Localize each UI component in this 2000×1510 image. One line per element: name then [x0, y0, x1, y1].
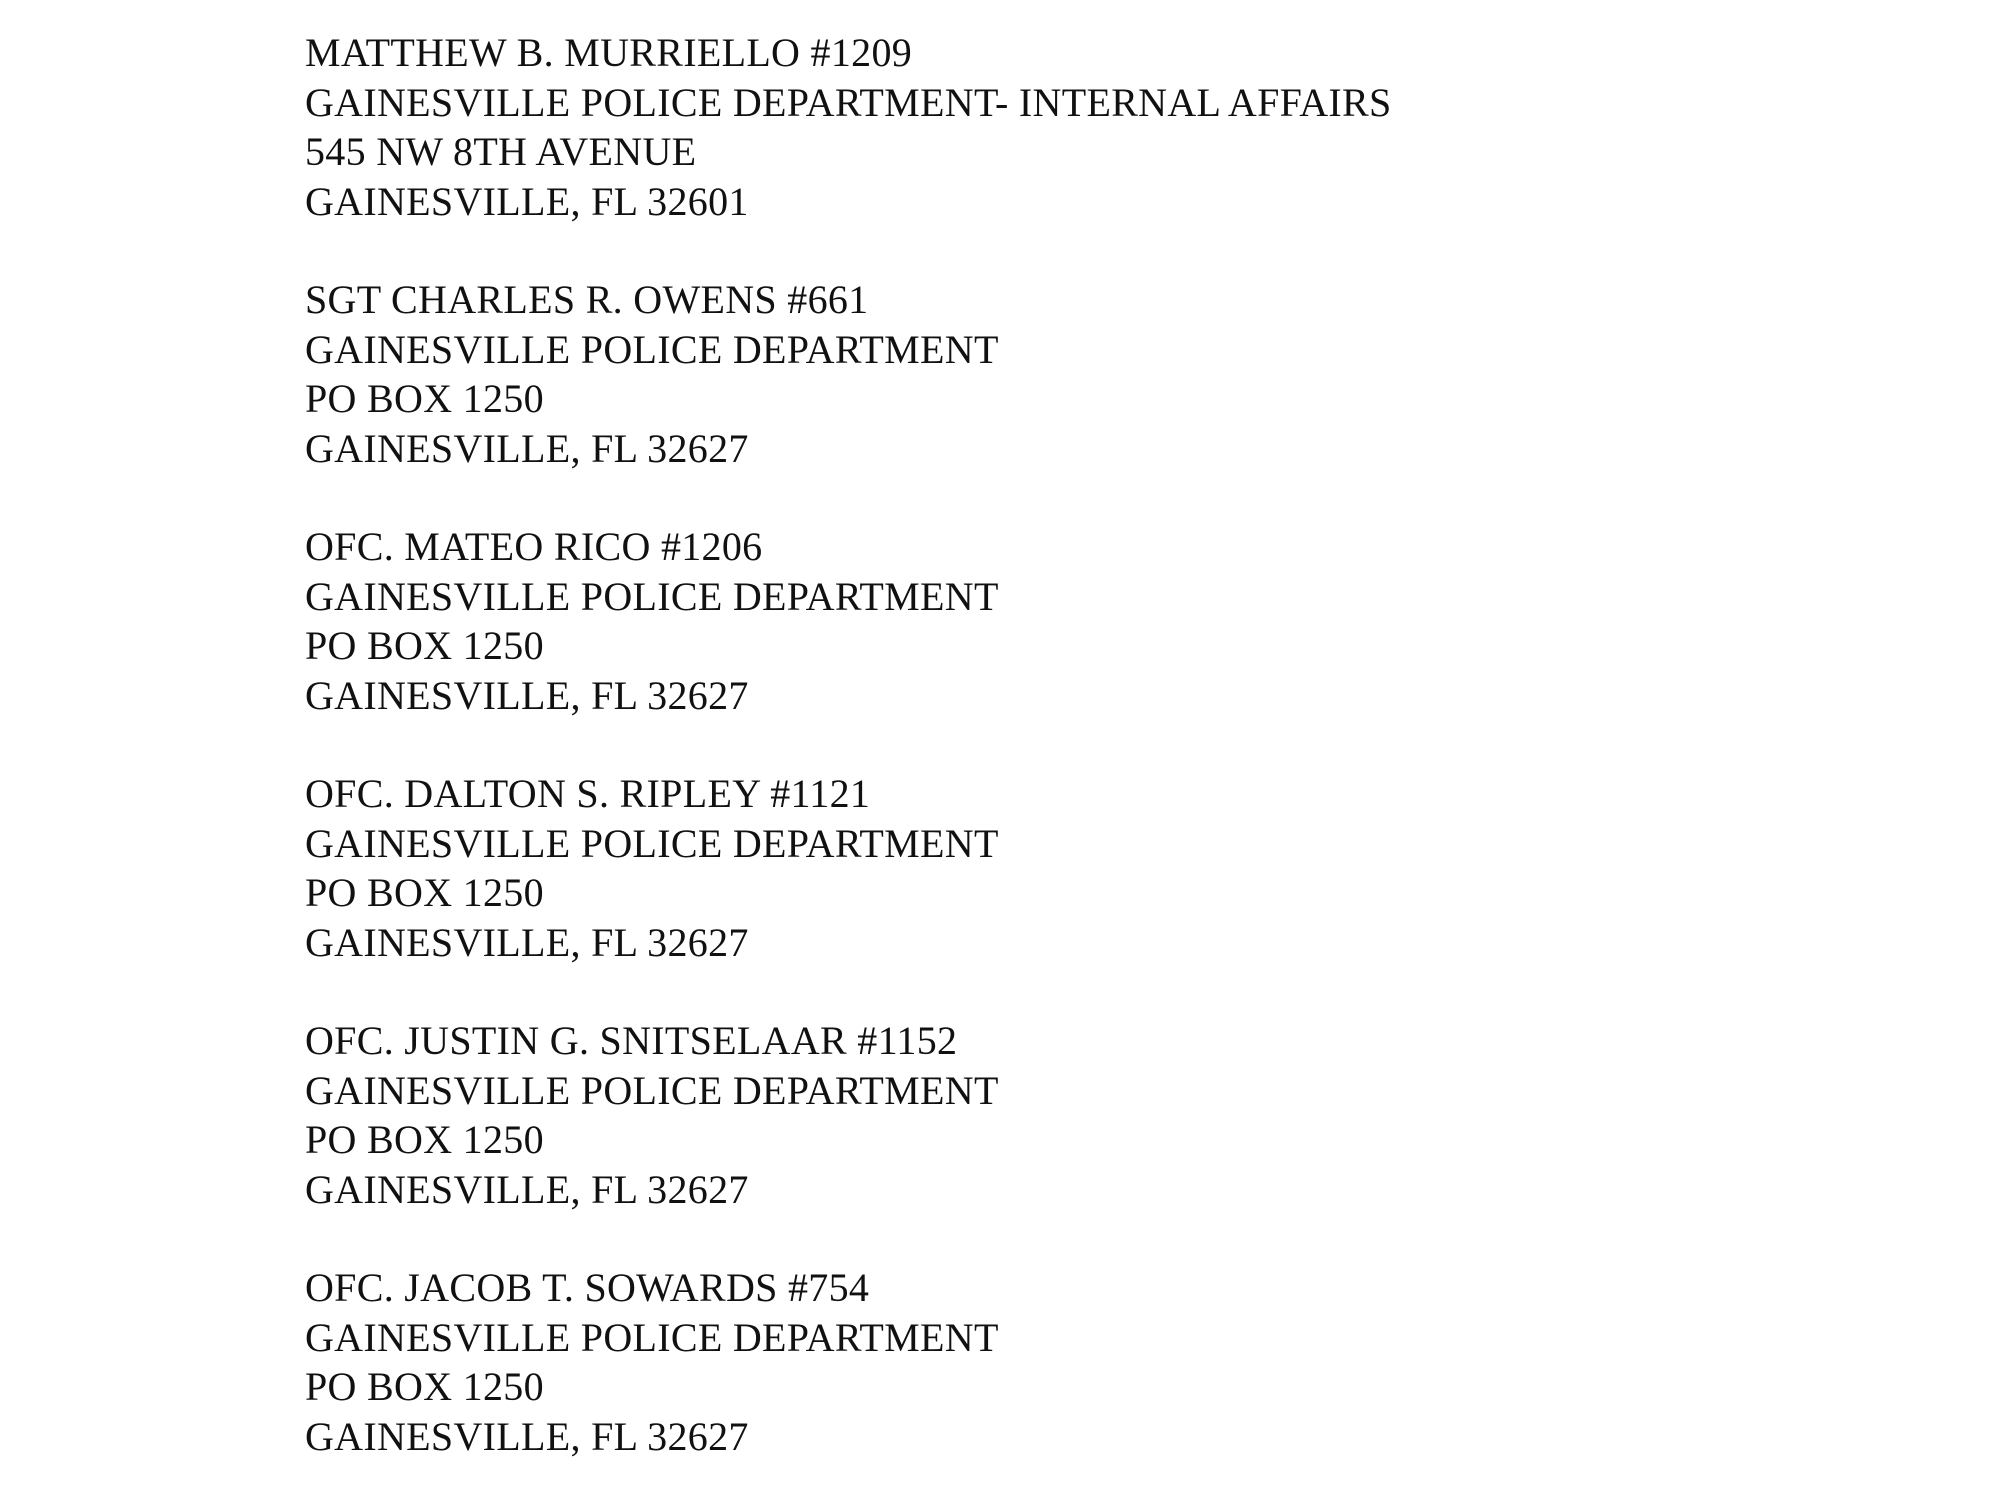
- address-block-owens: [305, 275, 1905, 473]
- recipient-organization: GAINESVILLE POLICE DEPARTMENT: [305, 1314, 999, 1360]
- recipient-city-state-zip: GAINESVILLE, FL 32627: [305, 1166, 749, 1212]
- recipient-name: OFC. DALTON S. RIPLEY #1121: [305, 771, 871, 816]
- recipient-street: PO BOX 1250: [305, 1364, 544, 1409]
- address-block-snitselaar: [305, 1016, 1905, 1214]
- recipient-organization: GAINESVILLE POLICE DEPARTMENT: [305, 573, 999, 619]
- recipient-street: PO BOX 1250: [305, 870, 544, 915]
- recipient-organization: GAINESVILLE POLICE DEPARTMENT: [305, 1067, 999, 1113]
- recipient-name: SGT CHARLES R. OWENS #661: [305, 277, 869, 322]
- address-block-sowards: [305, 1263, 1905, 1461]
- recipient-city-state-zip: GAINESVILLE, FL 32627: [305, 672, 749, 718]
- address-list: [305, 28, 1905, 1510]
- address-block-ripley: [305, 769, 1905, 967]
- recipient-street: PO BOX 1250: [305, 623, 544, 668]
- recipient-organization: GAINESVILLE POLICE DEPARTMENT: [305, 820, 999, 866]
- recipient-street: PO BOX 1250: [305, 1117, 544, 1162]
- recipient-organization: GAINESVILLE POLICE DEPARTMENT- INTERNAL AFFAIRS: [305, 79, 1392, 125]
- recipient-city-state-zip: GAINESVILLE, FL 32627: [305, 425, 749, 471]
- address-block-murriello: [305, 28, 1905, 226]
- recipient-city-state-zip: GAINESVILLE, FL 32627: [305, 919, 749, 965]
- recipient-name: OFC. JACOB T. SOWARDS #754: [305, 1265, 870, 1310]
- recipient-name: MATTHEW B. MURRIELLO #1209: [305, 30, 913, 75]
- recipient-street: 545 NW 8TH AVENUE: [305, 129, 697, 174]
- address-block-rico: [305, 522, 1905, 720]
- recipient-name: OFC. MATEO RICO #1206: [305, 524, 763, 569]
- recipient-city-state-zip: GAINESVILLE, FL 32627: [305, 1413, 749, 1459]
- recipient-city-state-zip: GAINESVILLE, FL 32601: [305, 178, 749, 224]
- recipient-organization: GAINESVILLE POLICE DEPARTMENT: [305, 326, 999, 372]
- recipient-street: PO BOX 1250: [305, 376, 544, 421]
- recipient-name: OFC. JUSTIN G. SNITSELAAR #1152: [305, 1018, 958, 1063]
